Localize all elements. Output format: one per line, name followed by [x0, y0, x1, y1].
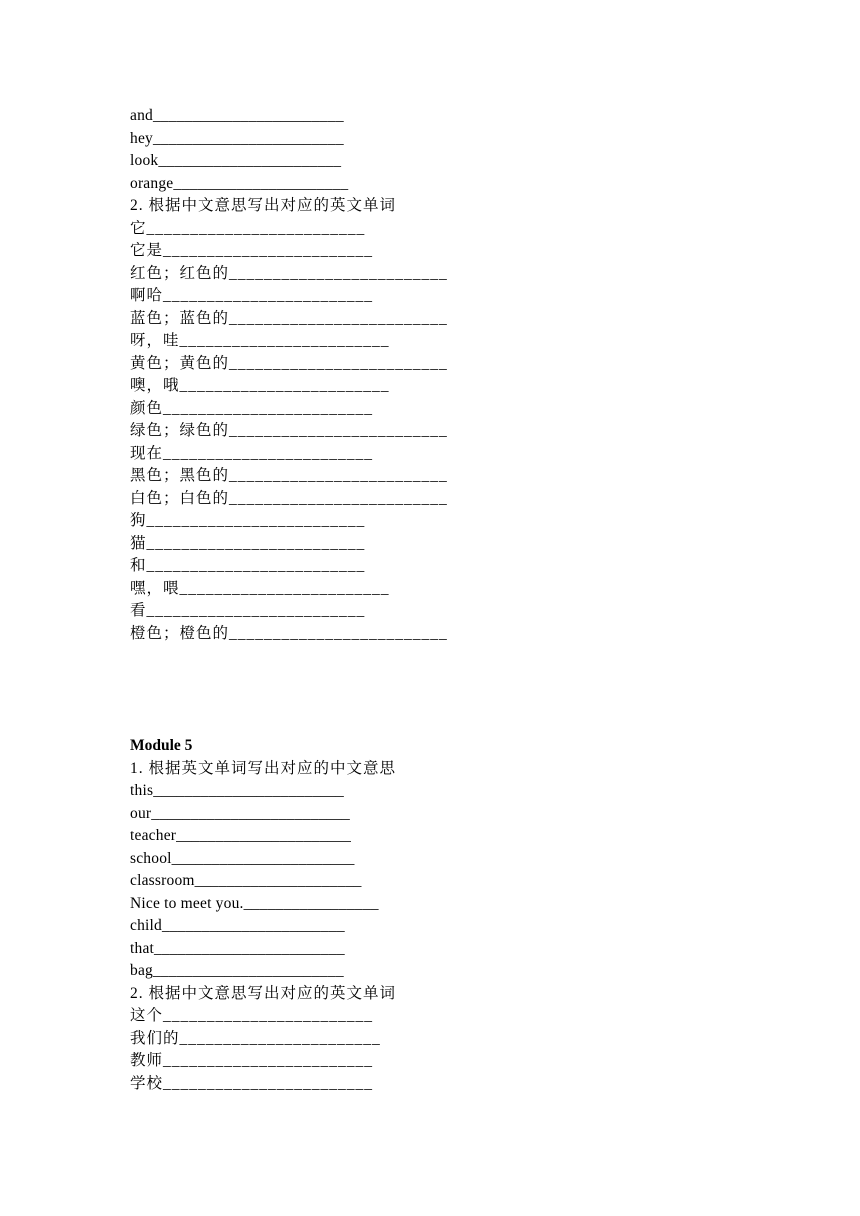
word-line-cn-12: 黑色；黑色的_________________________ — [130, 467, 448, 484]
word-line-look: look_______________________ — [130, 152, 342, 169]
word-line-cn-19: 橙色；橙色的_________________________ — [130, 624, 448, 642]
word-line-hey: hey________________________ — [130, 129, 344, 147]
instruction-cn-to-en: 2. 根据中文意思写出对应的英文单词 — [130, 197, 397, 214]
word-line-cn-18: 看_________________________ — [130, 602, 366, 619]
word-line-cn-teacher: 教师________________________ — [130, 1052, 374, 1069]
instruction-cn-to-en-2: 2. 根据中文意思写出对应的英文单词 — [130, 984, 397, 1002]
word-line-child: child_______________________ — [130, 917, 345, 934]
word-line-cn-4: 啊哈________________________ — [130, 287, 374, 304]
word-line-cn-7: 黄色；黄色的_________________________ — [130, 354, 448, 372]
module5-block — [130, 735, 396, 1095]
word-line-and: and________________________ — [130, 107, 344, 124]
word-line-cn-our: 我们的_______________________ — [130, 1029, 381, 1047]
word-line-cn-1: 它_________________________ — [130, 219, 366, 237]
instruction-en-to-cn: 1. 根据英文单词写出对应的中文意思 — [130, 759, 397, 777]
section-a-block — [130, 105, 448, 645]
word-line-cn-8: 噢，哦________________________ — [130, 377, 390, 394]
word-line-cn-16: 和_________________________ — [130, 557, 366, 574]
word-line-that: that________________________ — [130, 939, 345, 957]
word-line-bag: bag________________________ — [130, 962, 344, 979]
word-line-teacher: teacher______________________ — [130, 827, 352, 844]
word-line-cn-13: 白色；白色的_________________________ — [130, 489, 448, 507]
word-line-cn-10: 绿色；绿色的_________________________ — [130, 422, 448, 439]
word-line-orange: orange______________________ — [130, 174, 349, 192]
word-line-cn-2: 它是________________________ — [130, 242, 374, 259]
word-line-cn-15: 猫_________________________ — [130, 534, 366, 552]
module-title: Module 5 — [130, 737, 193, 754]
word-line-cn-9: 颜色________________________ — [130, 399, 374, 417]
word-line-this: this________________________ — [130, 782, 344, 799]
word-line-classroom: classroom_____________________ — [130, 872, 362, 889]
word-line-school: school_______________________ — [130, 849, 355, 867]
word-line-cn-11: 现在________________________ — [130, 444, 374, 462]
word-line-cn-school: 学校________________________ — [130, 1074, 374, 1092]
word-line-cn-14: 狗_________________________ — [130, 512, 366, 529]
word-line-nice-to-meet-you: Nice to meet you._________________ — [130, 894, 379, 912]
word-line-cn-6: 呀，哇________________________ — [130, 332, 390, 349]
word-line-our: our_________________________ — [130, 804, 351, 822]
word-line-cn-3: 红色；红色的_________________________ — [130, 264, 448, 282]
word-line-cn-5: 蓝色；蓝色的_________________________ — [130, 309, 448, 327]
word-line-cn-17: 嘿，喂________________________ — [130, 579, 390, 597]
word-line-cn-this: 这个________________________ — [130, 1007, 374, 1024]
